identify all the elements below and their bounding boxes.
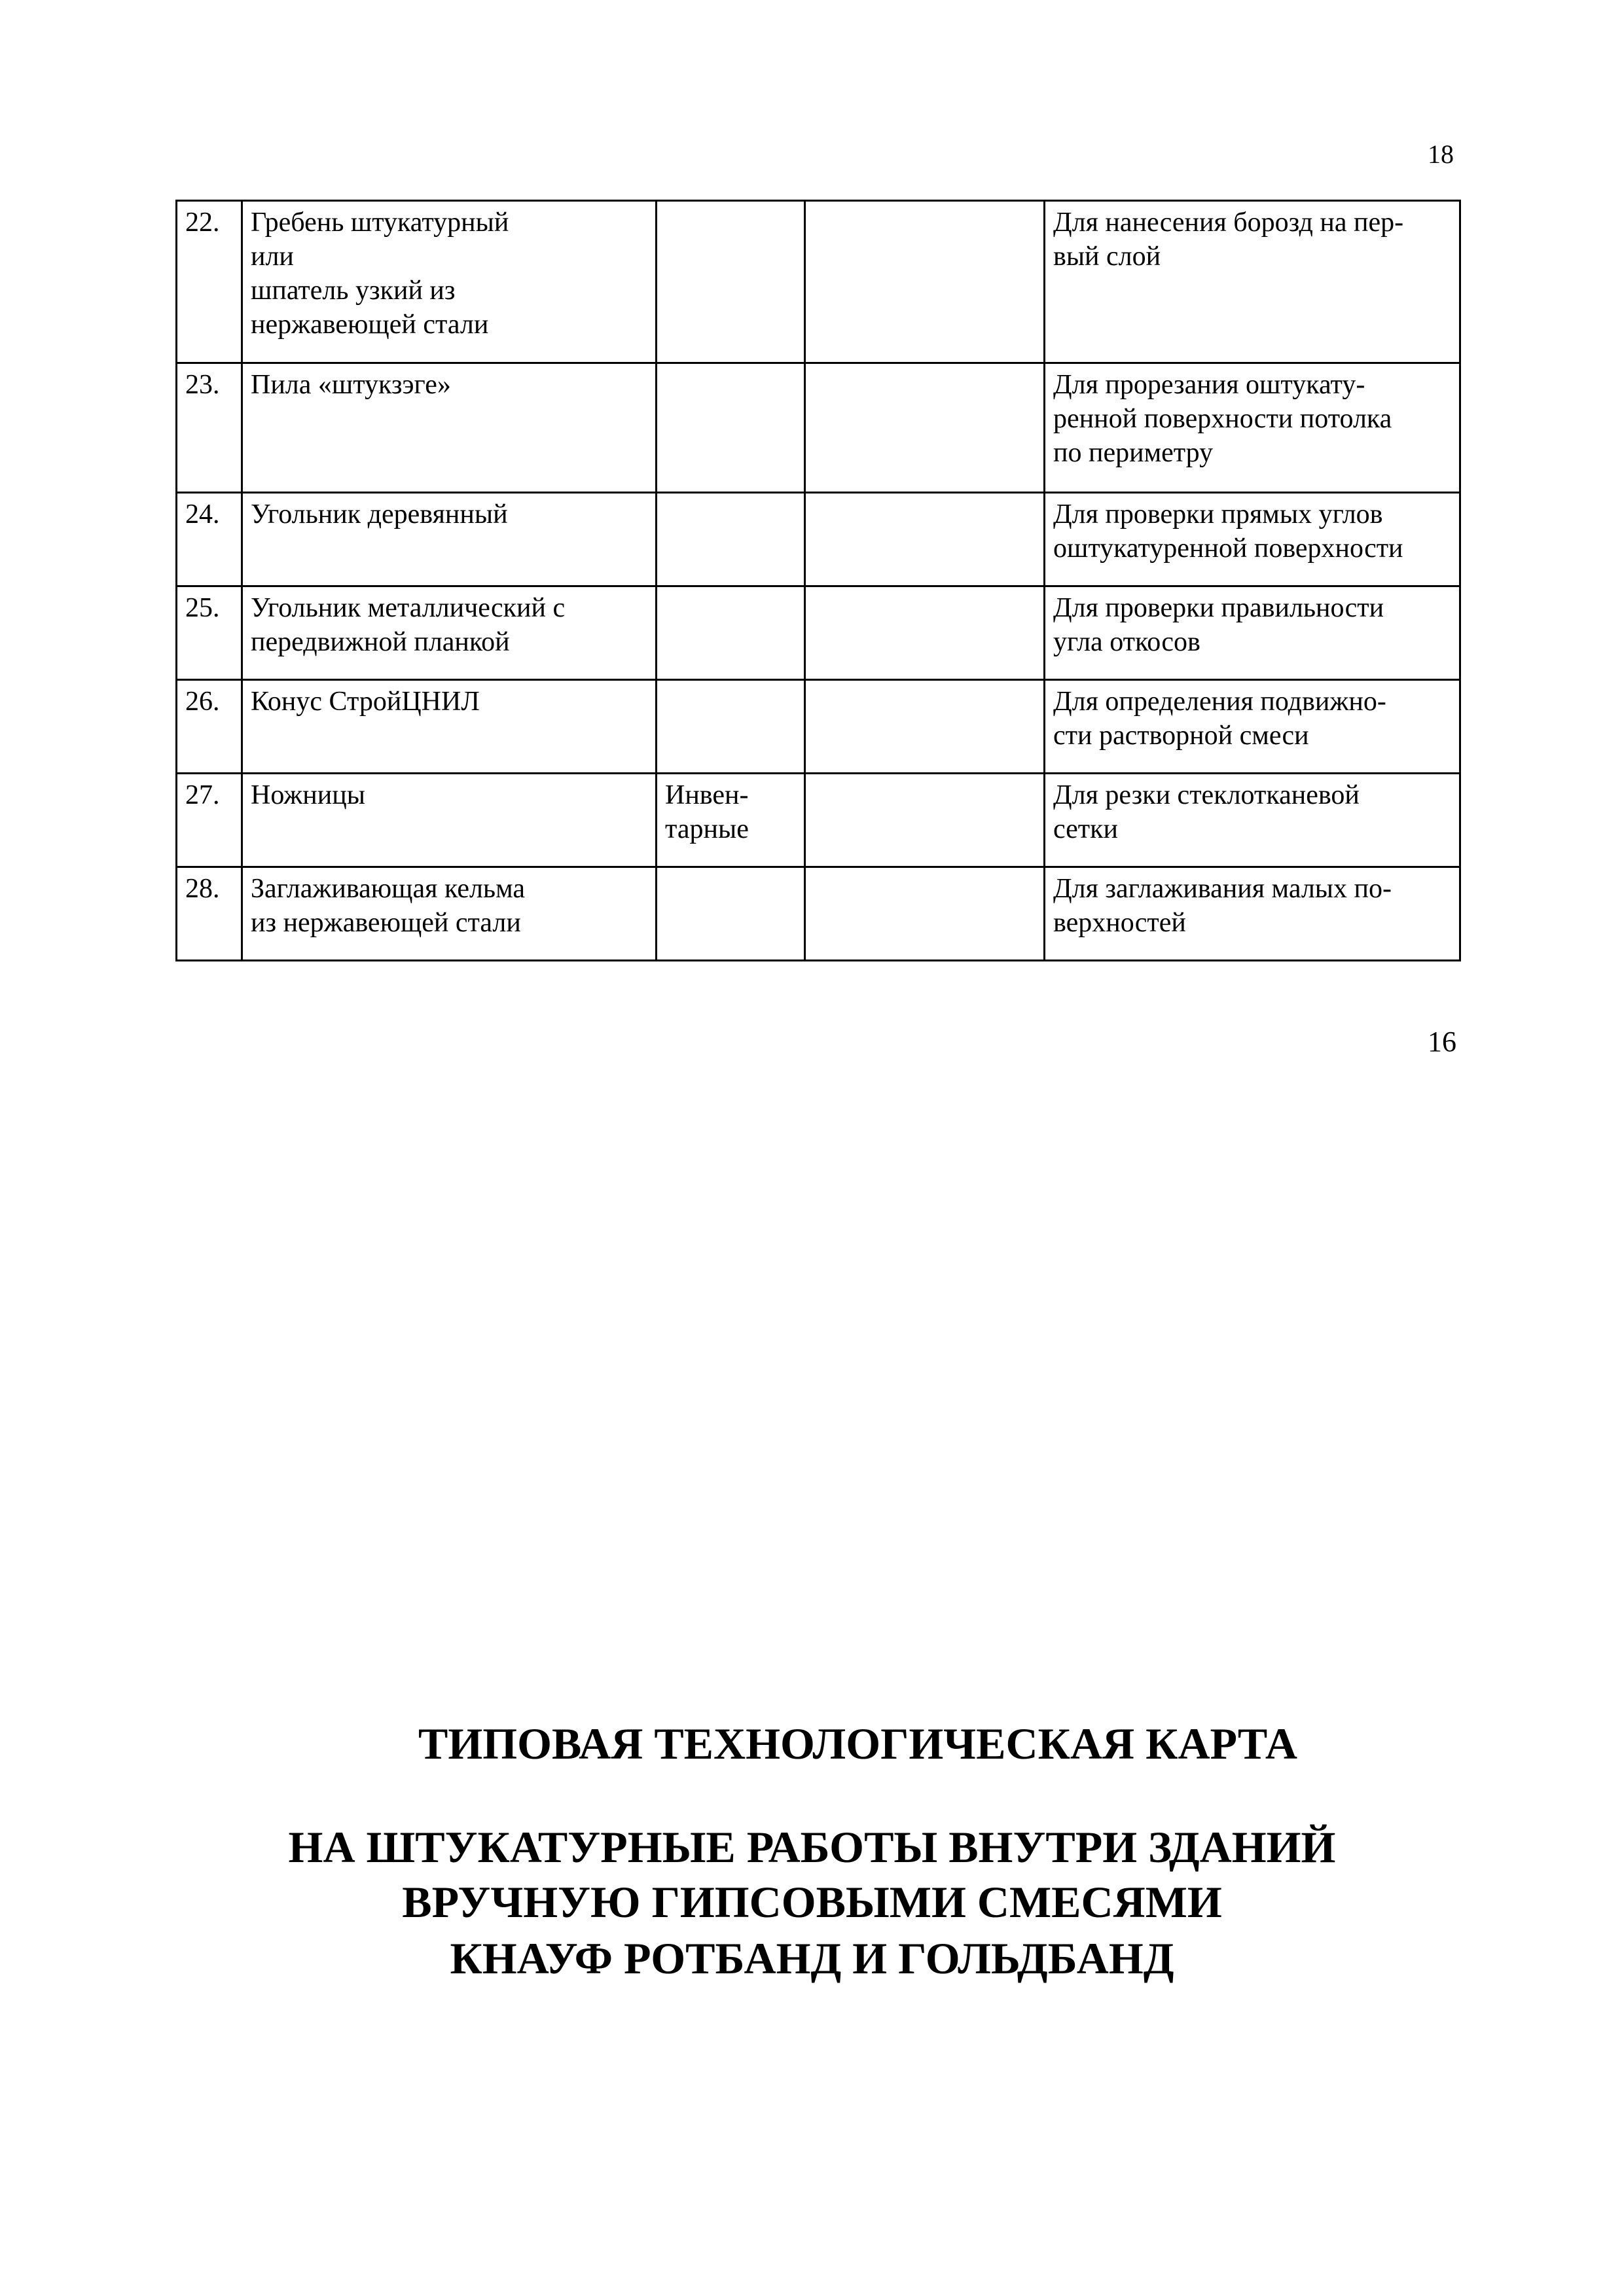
tool-name: Угольник металлический с передвижной планкой — [242, 586, 657, 680]
tool-type — [657, 867, 805, 961]
tool-quantity — [805, 774, 1045, 867]
tool-purpose: Для проверки правильности угла откосов — [1045, 586, 1460, 680]
title-line-4: КНАУФ РОТБАНД И ГОЛЬДБАНД — [450, 1933, 1174, 1983]
tool-quantity — [805, 586, 1045, 680]
tool-purpose: Для резки стеклотканевой сетки — [1045, 774, 1460, 867]
table-row — [177, 586, 1460, 680]
tool-purpose: Для определения подвижно- сти растворной смеси — [1045, 680, 1460, 774]
tool-name: Ножницы — [242, 774, 657, 867]
tool-quantity — [805, 680, 1045, 774]
row-number: 25. — [177, 586, 242, 680]
row-number: 24. — [177, 493, 242, 586]
tool-type: Инвен- тарные — [657, 774, 805, 867]
tool-name: Пила «штукзэге» — [242, 363, 657, 493]
tool-quantity — [805, 363, 1045, 493]
tool-purpose: Для прорезания оштукату- ренной поверхности потолка по периметру — [1045, 363, 1460, 493]
tool-name: Гребень штукатурный или шпатель узкий из нержавеющей стали — [242, 201, 657, 363]
tool-purpose: Для заглаживания малых по- верхностей — [1045, 867, 1460, 961]
tool-name: Заглаживающая кельма из нержавеющей стали — [242, 867, 657, 961]
row-number: 27. — [177, 774, 242, 867]
page-number-mid: 16 — [1428, 1026, 1456, 1058]
tool-name: Угольник деревянный — [242, 493, 657, 586]
tool-quantity — [805, 867, 1045, 961]
table-row — [177, 867, 1460, 961]
table-row — [177, 680, 1460, 774]
page-number-top: 18 — [1428, 139, 1454, 169]
tool-type — [657, 680, 805, 774]
tool-name: Конус СтройЦНИЛ — [242, 680, 657, 774]
tool-type — [657, 363, 805, 493]
title-line-2: НА ШТУКАТУРНЫЕ РАБОТЫ ВНУТРИ ЗДАНИЙ — [288, 1822, 1336, 1872]
table-row — [177, 493, 1460, 586]
row-number: 26. — [177, 680, 242, 774]
title-line-3: ВРУЧНУЮ ГИПСОВЫМИ СМЕСЯМИ — [402, 1877, 1222, 1927]
tool-type — [657, 201, 805, 363]
tool-quantity — [805, 201, 1045, 363]
tool-quantity — [805, 493, 1045, 586]
tool-purpose: Для нанесения борозд на пер- вый слой — [1045, 201, 1460, 363]
tool-type — [657, 586, 805, 680]
table-row — [177, 363, 1460, 493]
row-number: 23. — [177, 363, 242, 493]
row-number: 22. — [177, 201, 242, 363]
tools-table — [175, 200, 1461, 961]
tool-purpose: Для проверки прямых углов оштукатуренной поверхности — [1045, 493, 1460, 586]
table-row — [177, 774, 1460, 867]
row-number: 28. — [177, 867, 242, 961]
tool-type — [657, 493, 805, 586]
table-row — [177, 201, 1460, 363]
title-line-1: ТИПОВАЯ ТЕХНОЛОГИЧЕСКАЯ КАРТА — [418, 1719, 1297, 1768]
